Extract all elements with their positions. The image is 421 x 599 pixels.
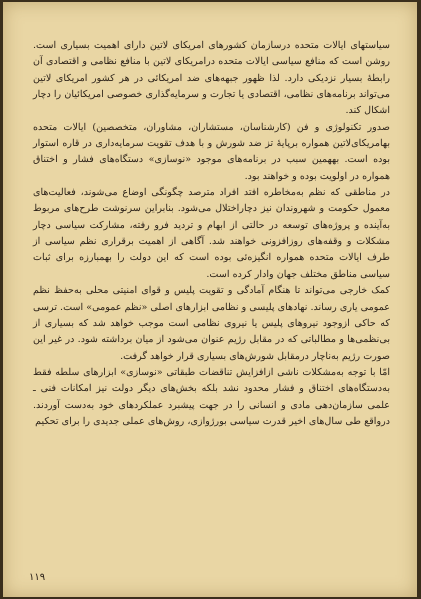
paragraph-2: صدور تکنولوژی و فن (کارشناسان، مستشاران، مشاوران، متخصصین) ایالات متحده بهامریکای‌لاتین همواره برپایهٔ تز ضد شورش و با هدف تقویت سرمایه‌داری در قاره استوار بوده است. بههمین سبب در برنامه‌های موجود «نوسازی» دستگاه‌های فشار و اختناق همواره در اولویت بوده و خواهند بود. (33, 121, 390, 182)
book-page (3, 2, 417, 597)
body-text (33, 38, 390, 430)
paragraph-4: کمک خارجی می‌تواند تا هنگام آمادگی و تقویت پلیس و قوای امنیتی محلی به‌حفظ نظم عمومی یاری رساند. نهادهای پلیسی و نظامی ابزارهای اصلی «نظم عمومی» است. ترسی که حاکی ازوجود نیروهای پلیس یا نیروی نظامی است موجب خواهد شد که بسیاری از بی‌نظمی‌ها و مطالباتی که در مقابل رژیم عنوان می‌شود از میان برداشته شود. در غیر این صورت رژیم به‌ناچار درمقابل شورش‌های بسیاری قرار خواهد گرفت. (33, 285, 390, 362)
paragraph-1: سیاستهای ایالات متحده درسازمان کشورهای امریکای لاتین دارای اهمیت بسیاری است. روشن است که منافع سیاسی ایالات متحده درامریکای لاتین با منافع نظامی و اقتصادی آن رابطهٔ بسیار نزدیکی دارد. لذا ظهور جبهه‌های ضد امریکائی در هر کشور امریکای لاتین می‌تواند برنامه‌های نظامی، اقتصادی یا تجارت و سرمایه‌گذاری خصوصی امریکائیان را دچار اشکال کند. (33, 40, 390, 117)
paragraph-3: در مناطقی که نظم به‌مخاطره افتد افراد مترصد چگونگی اوضاع می‌شوند، فعالیت‌های معمول حکومت و شهروندان نیز دچاراختلال می‌شود. بنابراین سرنوشت طرح‌های مربوط به‌آینده و پروژه‌های توسعه در حالتی از ابهام و تردید فرو رفته، مشارکت سیاسی دچار مشکلات و وقفه‌های روزافزونی خواهند شد. آگاهی از اهمیت برقراری نظم سیاسی از طرف ایالات متحده همواره انگیزه‌ئی بوده است که این دولت را بهمبارزه برای ثبات سیاسی مناطق مختلف جهان وادار کرده است. (33, 187, 390, 280)
paragraph-5: امّا با توجه به‌مشکلات ناشی ازافزایش تناقضات طبقاتی «نوسازی» ابزارهای سلطه فقط به‌دستگاه‌های اختناق و فشار محدود نشد بلکه بخش‌های دیگر دولت نیز امکانات فنی ـ علمی سازمان‌دهی مادی و انسانی را در جهت پیشبرد عملکردهای خود به‌دست آوردند. درواقع طی سال‌های اخیر قدرت سیاسی بورژوازی، روش‌های عملی جدیدی را برای تحکیم (33, 366, 390, 427)
page-number: ۱۱۹ (29, 572, 46, 583)
